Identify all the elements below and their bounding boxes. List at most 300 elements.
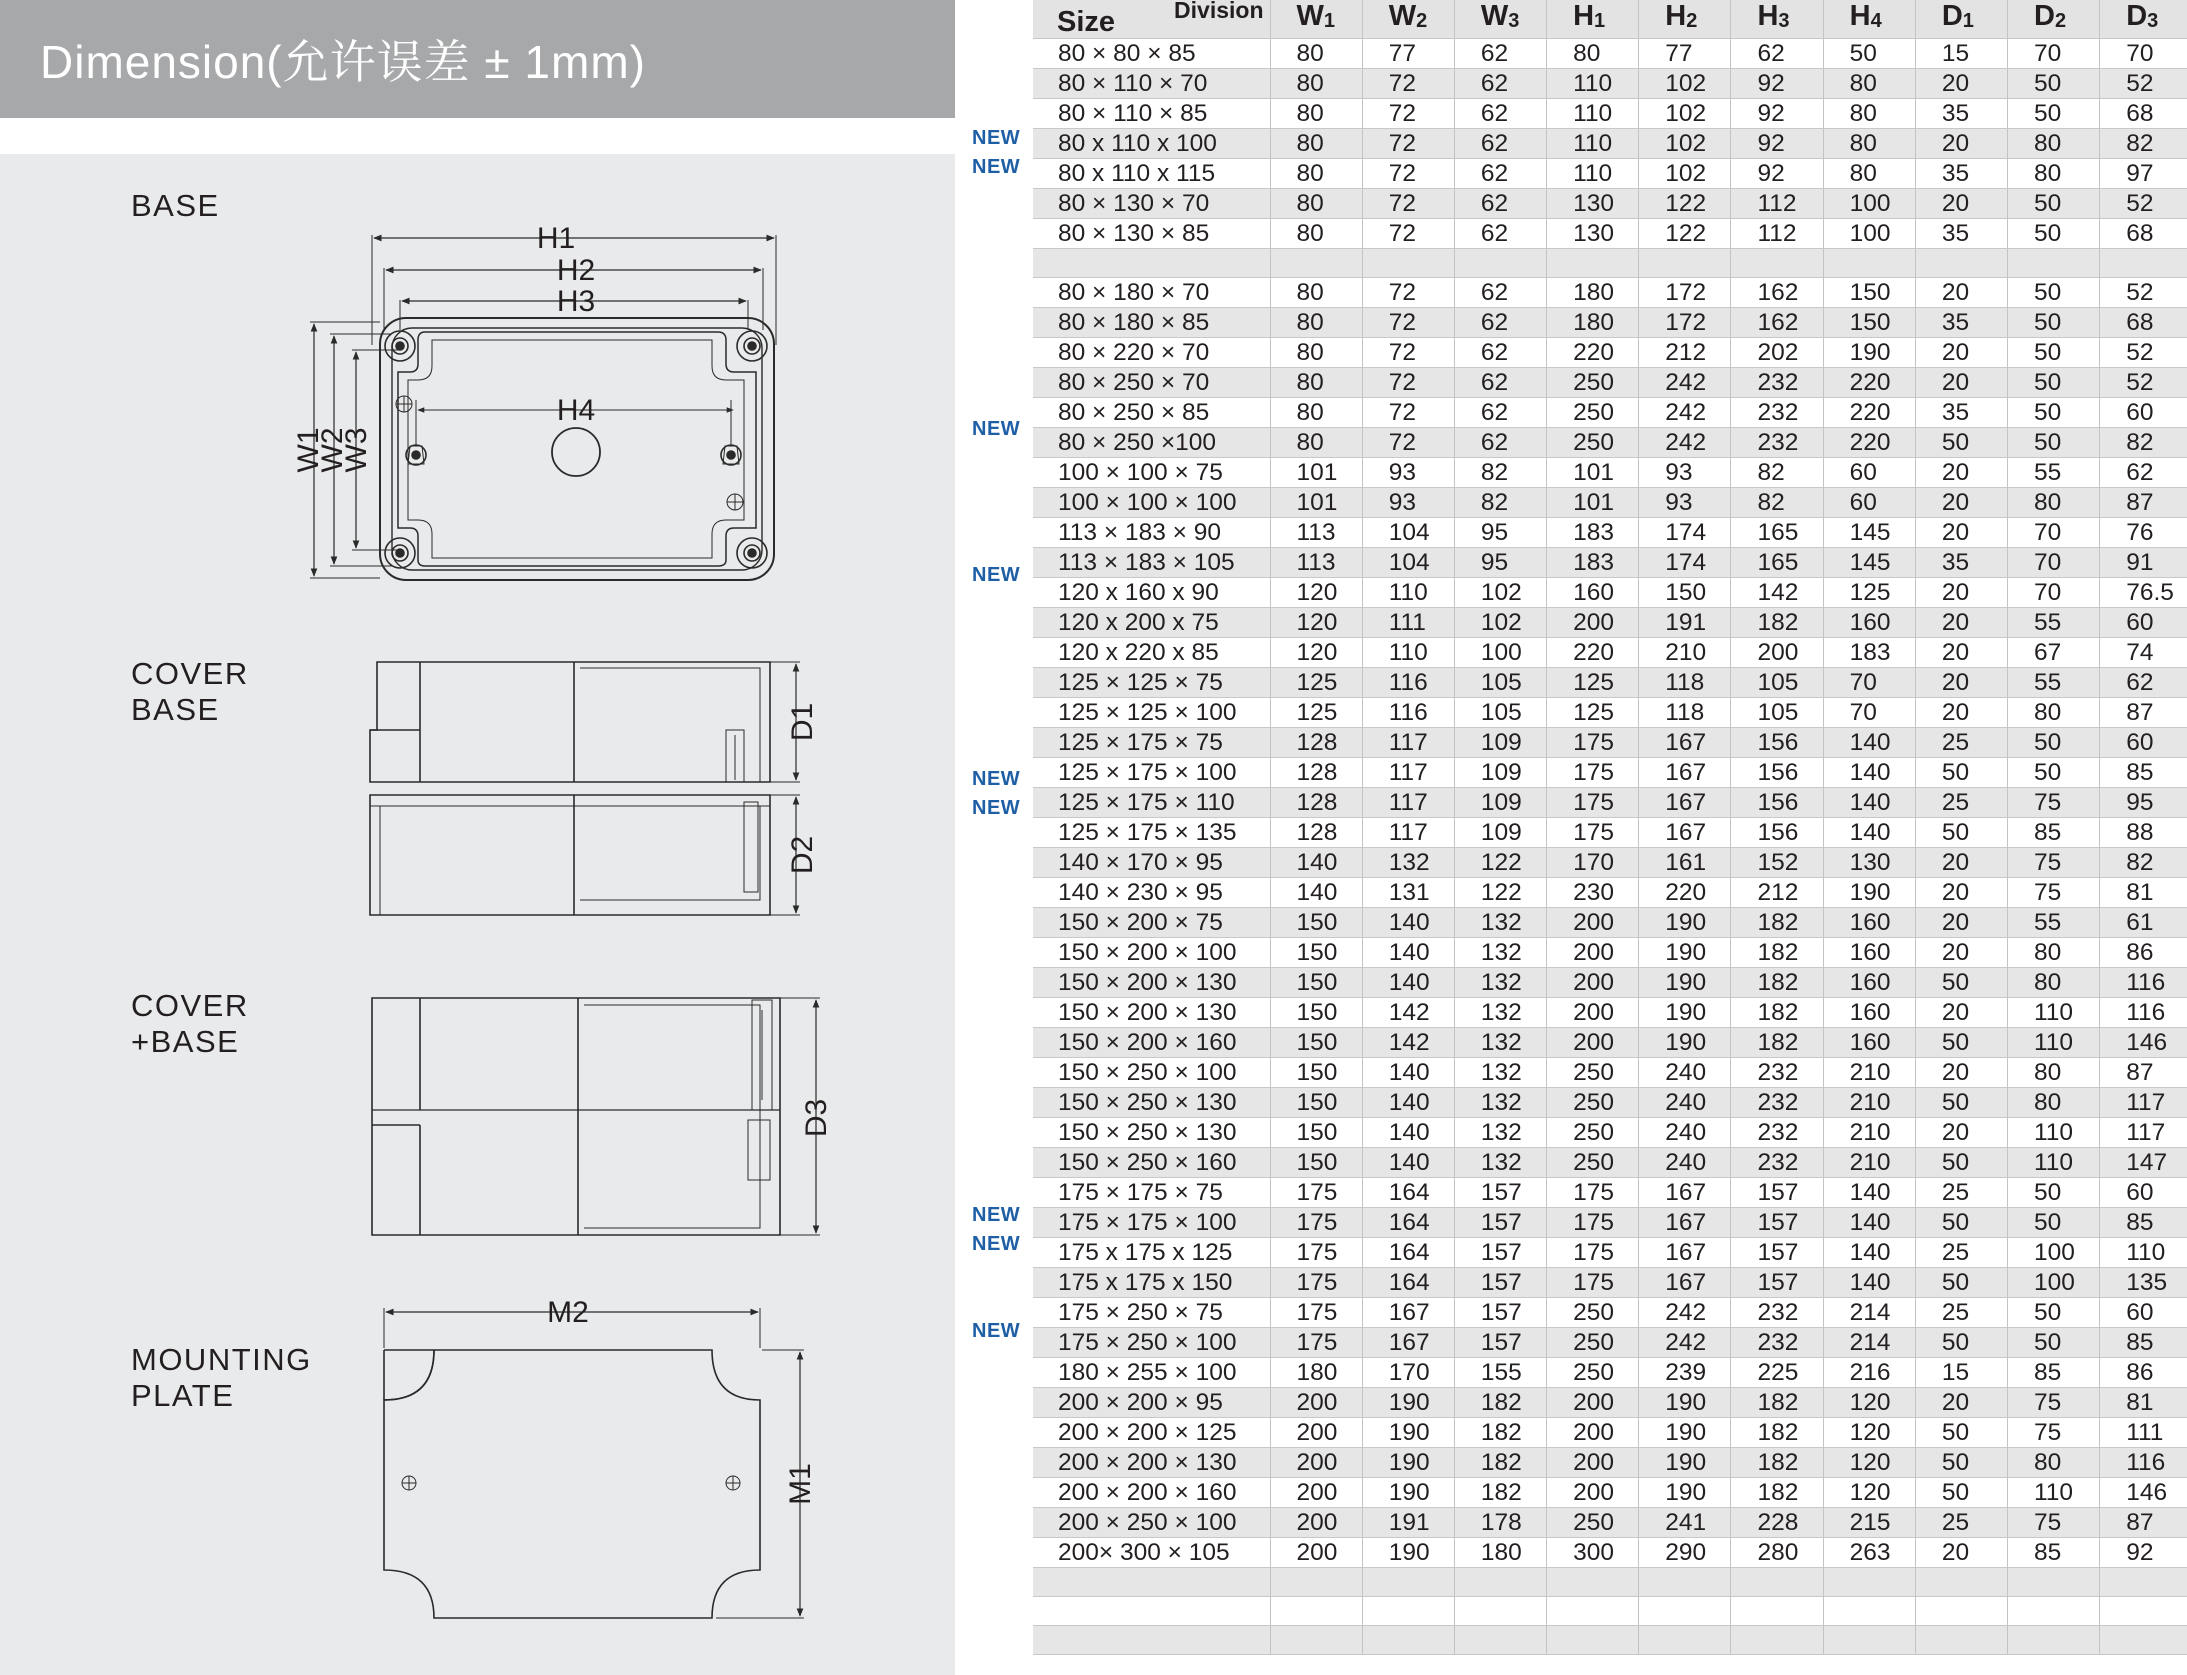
- value-cell-d2: 50: [2008, 727, 2100, 757]
- table-row: [1033, 937, 2187, 967]
- size-cell: 175 x 175 x 150: [1033, 1267, 1270, 1297]
- value-cell-w1: 200: [1270, 1507, 1362, 1537]
- table-row: [1033, 1327, 2187, 1357]
- value-cell-h3: 157: [1731, 1237, 1823, 1267]
- value-cell-h4: 160: [1823, 1027, 1915, 1057]
- value-cell-w2: 117: [1362, 787, 1454, 817]
- value-cell-h4: 140: [1823, 1237, 1915, 1267]
- value-cell-d3: 60: [2100, 727, 2187, 757]
- size-cell: 150 × 250 × 130: [1033, 1087, 1270, 1117]
- value-cell-h4: 145: [1823, 517, 1915, 547]
- value-cell-d3: 82: [2100, 427, 2187, 457]
- value-cell-h2: [1639, 1625, 1731, 1654]
- value-cell-d3: 68: [2100, 307, 2187, 337]
- value-cell-d2: 85: [2008, 1357, 2100, 1387]
- value-cell-d1: 50: [1915, 817, 2007, 847]
- table-row: [1033, 38, 2187, 68]
- value-cell-w2: 164: [1362, 1267, 1454, 1297]
- value-cell-h1: 250: [1547, 367, 1639, 397]
- value-cell-d3: 60: [2100, 397, 2187, 427]
- value-cell-w2: [1362, 1596, 1454, 1625]
- cover-plus-base-side-view-drawing: [372, 998, 820, 1235]
- value-cell-d3: 116: [2100, 967, 2187, 997]
- value-cell-h4: 125: [1823, 577, 1915, 607]
- value-cell-d1: 25: [1915, 1297, 2007, 1327]
- value-cell-h3: [1731, 248, 1823, 277]
- value-cell-h4: [1823, 1625, 1915, 1654]
- value-cell-d1: 25: [1915, 727, 2007, 757]
- size-cell: 100 × 100 × 100: [1033, 487, 1270, 517]
- value-cell-d3: 116: [2100, 997, 2187, 1027]
- value-cell-d3: 82: [2100, 847, 2187, 877]
- value-cell-d2: 80: [2008, 158, 2100, 188]
- value-cell-d1: 20: [1915, 667, 2007, 697]
- value-cell-h2: 122: [1639, 188, 1731, 218]
- value-cell-h3: 157: [1731, 1207, 1823, 1237]
- value-cell-w2: 116: [1362, 667, 1454, 697]
- value-cell-h3: 232: [1731, 1297, 1823, 1327]
- value-cell-w3: 62: [1454, 427, 1546, 457]
- value-cell-d2: 110: [2008, 1027, 2100, 1057]
- value-cell-d2: 70: [2008, 38, 2100, 68]
- value-cell-h4: 100: [1823, 188, 1915, 218]
- size-cell: 80 × 130 × 70: [1033, 188, 1270, 218]
- value-cell-w2: 164: [1362, 1237, 1454, 1267]
- value-cell-w3: [1454, 248, 1546, 277]
- column-header-w3: [1454, 0, 1546, 38]
- value-cell-d3: 97: [2100, 158, 2187, 188]
- new-badge: NEW: [972, 1204, 1021, 1226]
- table-row: [1033, 637, 2187, 667]
- value-cell-h1: 130: [1547, 218, 1639, 248]
- value-cell-w1: 80: [1270, 38, 1362, 68]
- value-cell-d3: 95: [2100, 787, 2187, 817]
- value-cell-w3: 122: [1454, 877, 1546, 907]
- value-cell-w1: 125: [1270, 667, 1362, 697]
- value-cell-w3: 62: [1454, 367, 1546, 397]
- value-cell-d1: 20: [1915, 367, 2007, 397]
- value-cell-d1: 50: [1915, 1327, 2007, 1357]
- table-row: [1033, 487, 2187, 517]
- new-badge: NEW: [972, 563, 1021, 586]
- value-cell-d2: 70: [2008, 517, 2100, 547]
- table-row: [1033, 128, 2187, 158]
- value-cell-d2: 50: [2008, 337, 2100, 367]
- value-cell-h3: 182: [1731, 1477, 1823, 1507]
- value-cell-w3: [1454, 1625, 1546, 1654]
- table-row: [1033, 1417, 2187, 1447]
- value-cell-h1: 110: [1547, 158, 1639, 188]
- value-cell-h1: 175: [1547, 787, 1639, 817]
- value-cell-d3: 146: [2100, 1477, 2187, 1507]
- column-header-letter: H: [1573, 0, 1595, 32]
- value-cell-w2: 131: [1362, 877, 1454, 907]
- value-cell-w3: [1454, 1567, 1546, 1596]
- table-row: [1033, 817, 2187, 847]
- value-cell-h1: 300: [1547, 1537, 1639, 1567]
- value-cell-d1: 25: [1915, 1507, 2007, 1537]
- value-cell-h1: [1547, 1596, 1639, 1625]
- value-cell-h4: 145: [1823, 547, 1915, 577]
- value-cell-d1: 20: [1915, 877, 2007, 907]
- value-cell-w2: 72: [1362, 158, 1454, 188]
- value-cell-w2: 132: [1362, 847, 1454, 877]
- value-cell-w3: 182: [1454, 1387, 1546, 1417]
- value-cell-w3: 62: [1454, 337, 1546, 367]
- value-cell-d2: 85: [2008, 1537, 2100, 1567]
- size-cell: 150 × 250 × 100: [1033, 1057, 1270, 1087]
- value-cell-h4: 210: [1823, 1117, 1915, 1147]
- value-cell-d1: 35: [1915, 158, 2007, 188]
- value-cell-h3: 232: [1731, 1147, 1823, 1177]
- value-cell-h1: 250: [1547, 1117, 1639, 1147]
- size-cell: 125 × 175 × 110: [1033, 787, 1270, 817]
- value-cell-h2: 240: [1639, 1087, 1731, 1117]
- value-cell-w1: 80: [1270, 277, 1362, 307]
- value-cell-w1: 101: [1270, 487, 1362, 517]
- value-cell-w2: 77: [1362, 38, 1454, 68]
- value-cell-h4: [1823, 248, 1915, 277]
- value-cell-h4: 160: [1823, 937, 1915, 967]
- column-header-letter: H: [1665, 0, 1687, 32]
- value-cell-w3: 132: [1454, 1027, 1546, 1057]
- value-cell-h4: 80: [1823, 98, 1915, 128]
- value-cell-d3: 52: [2100, 337, 2187, 367]
- value-cell-h1: 250: [1547, 427, 1639, 457]
- value-cell-h2: 190: [1639, 1417, 1731, 1447]
- column-header-letter: W: [1296, 0, 1324, 32]
- value-cell-d3: 52: [2100, 188, 2187, 218]
- cover-base-side-view-drawing: [370, 662, 800, 915]
- mounting-plate-drawing: [384, 1308, 804, 1618]
- size-cell: [1033, 1625, 1270, 1654]
- dim-label-d2: D2: [786, 835, 819, 875]
- section-label-line: +BASE: [131, 1024, 240, 1059]
- value-cell-h2: 161: [1639, 847, 1731, 877]
- value-cell-h4: 140: [1823, 1207, 1915, 1237]
- table-row: [1033, 337, 2187, 367]
- table-row: [1033, 1507, 2187, 1537]
- value-cell-d3: 60: [2100, 1177, 2187, 1207]
- size-cell: 180 × 255 × 100: [1033, 1357, 1270, 1387]
- value-cell-w2: 110: [1362, 637, 1454, 667]
- value-cell-w3: 182: [1454, 1447, 1546, 1477]
- value-cell-w3: 157: [1454, 1177, 1546, 1207]
- value-cell-h4: 80: [1823, 158, 1915, 188]
- table-row: [1033, 1357, 2187, 1387]
- value-cell-h4: 70: [1823, 667, 1915, 697]
- value-cell-d3: 82: [2100, 128, 2187, 158]
- value-cell-h1: 200: [1547, 1027, 1639, 1057]
- value-cell-h2: 167: [1639, 727, 1731, 757]
- dim-label-w2: W2: [316, 427, 349, 473]
- value-cell-w3: 109: [1454, 727, 1546, 757]
- value-cell-w2: 111: [1362, 607, 1454, 637]
- value-cell-h3: 156: [1731, 817, 1823, 847]
- dim-label-h1: H1: [536, 222, 576, 255]
- value-cell-w1: 150: [1270, 1147, 1362, 1177]
- table-row: [1033, 248, 2187, 277]
- value-cell-h2: 167: [1639, 787, 1731, 817]
- value-cell-d2: 75: [2008, 787, 2100, 817]
- size-cell: [1033, 1567, 1270, 1596]
- value-cell-w2: 72: [1362, 98, 1454, 128]
- value-cell-h4: 70: [1823, 697, 1915, 727]
- value-cell-h3: 105: [1731, 667, 1823, 697]
- value-cell-h4: 60: [1823, 457, 1915, 487]
- value-cell-d1: 50: [1915, 757, 2007, 787]
- size-cell: 80 × 180 × 85: [1033, 307, 1270, 337]
- value-cell-w1: 128: [1270, 757, 1362, 787]
- value-cell-d2: 55: [2008, 457, 2100, 487]
- value-cell-d3: [2100, 1567, 2187, 1596]
- value-cell-w1: 80: [1270, 367, 1362, 397]
- value-cell-d2: 110: [2008, 1147, 2100, 1177]
- dim-label-h4: H4: [556, 394, 596, 427]
- value-cell-w1: 80: [1270, 307, 1362, 337]
- value-cell-w3: 62: [1454, 68, 1546, 98]
- value-cell-w2: 164: [1362, 1207, 1454, 1237]
- value-cell-d3: 146: [2100, 1027, 2187, 1057]
- value-cell-w1: 80: [1270, 68, 1362, 98]
- value-cell-d1: 20: [1915, 1057, 2007, 1087]
- value-cell-h1: 170: [1547, 847, 1639, 877]
- value-cell-w2: 117: [1362, 727, 1454, 757]
- value-cell-h3: 232: [1731, 1117, 1823, 1147]
- column-header-index: 4: [1870, 9, 1882, 32]
- value-cell-h1: 250: [1547, 1327, 1639, 1357]
- value-cell-d1: 50: [1915, 967, 2007, 997]
- table-row: [1033, 667, 2187, 697]
- column-header-d2: [2008, 0, 2100, 38]
- value-cell-h1: 250: [1547, 1057, 1639, 1087]
- value-cell-h3: 182: [1731, 1387, 1823, 1417]
- value-cell-w3: 95: [1454, 547, 1546, 577]
- value-cell-h2: 102: [1639, 68, 1731, 98]
- value-cell-d2: 50: [2008, 188, 2100, 218]
- size-cell: 100 × 100 × 75: [1033, 457, 1270, 487]
- value-cell-d1: 50: [1915, 1027, 2007, 1057]
- value-cell-w1: [1270, 1596, 1362, 1625]
- value-cell-d2: 80: [2008, 487, 2100, 517]
- column-header-index: 3: [1778, 9, 1790, 32]
- value-cell-h2: 93: [1639, 457, 1731, 487]
- value-cell-w1: 80: [1270, 337, 1362, 367]
- value-cell-w2: 190: [1362, 1417, 1454, 1447]
- value-cell-h4: 130: [1823, 847, 1915, 877]
- value-cell-w1: 150: [1270, 907, 1362, 937]
- value-cell-h1: 230: [1547, 877, 1639, 907]
- value-cell-d2: 50: [2008, 757, 2100, 787]
- value-cell-h2: 210: [1639, 637, 1731, 667]
- value-cell-w1: 80: [1270, 218, 1362, 248]
- table-row: [1033, 787, 2187, 817]
- value-cell-d3: 111: [2100, 1417, 2187, 1447]
- value-cell-h2: 220: [1639, 877, 1731, 907]
- value-cell-h2: 190: [1639, 1387, 1731, 1417]
- value-cell-d1: 20: [1915, 487, 2007, 517]
- value-cell-h2: 240: [1639, 1117, 1731, 1147]
- value-cell-h4: 160: [1823, 607, 1915, 637]
- value-cell-d3: 86: [2100, 937, 2187, 967]
- value-cell-h3: 157: [1731, 1267, 1823, 1297]
- value-cell-w3: 62: [1454, 397, 1546, 427]
- value-cell-h4: 263: [1823, 1537, 1915, 1567]
- value-cell-d3: [2100, 1625, 2187, 1654]
- value-cell-d3: 87: [2100, 487, 2187, 517]
- table-row: [1033, 1297, 2187, 1327]
- size-cell: 80 x 110 x 100: [1033, 128, 1270, 158]
- value-cell-w1: 80: [1270, 98, 1362, 128]
- value-cell-h2: [1639, 1596, 1731, 1625]
- dim-label-w3: W3: [340, 427, 373, 473]
- value-cell-h3: 202: [1731, 337, 1823, 367]
- table-row: [1033, 997, 2187, 1027]
- value-cell-h1: 200: [1547, 937, 1639, 967]
- size-header: Size: [1057, 5, 1116, 38]
- dimension-table: [1033, 0, 2187, 1655]
- value-cell-w2: 140: [1362, 937, 1454, 967]
- dim-label-h3: H3: [556, 285, 596, 318]
- value-cell-d1: 25: [1915, 1177, 2007, 1207]
- value-cell-d2: 50: [2008, 68, 2100, 98]
- value-cell-w2: 72: [1362, 218, 1454, 248]
- value-cell-h3: 92: [1731, 158, 1823, 188]
- value-cell-h2: 174: [1639, 517, 1731, 547]
- value-cell-d2: 70: [2008, 577, 2100, 607]
- value-cell-w2: 93: [1362, 487, 1454, 517]
- size-cell: 80 x 110 x 115: [1033, 158, 1270, 188]
- value-cell-h3: 112: [1731, 218, 1823, 248]
- value-cell-h4: 150: [1823, 277, 1915, 307]
- value-cell-w2: 72: [1362, 307, 1454, 337]
- value-cell-h3: 200: [1731, 637, 1823, 667]
- value-cell-h2: 118: [1639, 667, 1731, 697]
- value-cell-d3: [2100, 1596, 2187, 1625]
- value-cell-d3: [2100, 248, 2187, 277]
- value-cell-h1: 101: [1547, 487, 1639, 517]
- value-cell-h1: 160: [1547, 577, 1639, 607]
- value-cell-w2: 140: [1362, 967, 1454, 997]
- value-cell-w1: 120: [1270, 637, 1362, 667]
- value-cell-h4: 120: [1823, 1417, 1915, 1447]
- value-cell-d3: 91: [2100, 547, 2187, 577]
- value-cell-d1: 50: [1915, 1147, 2007, 1177]
- value-cell-w2: 190: [1362, 1447, 1454, 1477]
- value-cell-d2: 50: [2008, 1297, 2100, 1327]
- value-cell-w2: 170: [1362, 1357, 1454, 1387]
- value-cell-w2: 140: [1362, 1057, 1454, 1087]
- value-cell-w3: 82: [1454, 487, 1546, 517]
- value-cell-h3: 182: [1731, 997, 1823, 1027]
- value-cell-w1: 200: [1270, 1537, 1362, 1567]
- value-cell-w1: 175: [1270, 1297, 1362, 1327]
- value-cell-h3: 152: [1731, 847, 1823, 877]
- value-cell-h2: 190: [1639, 1477, 1731, 1507]
- value-cell-d2: 75: [2008, 847, 2100, 877]
- value-cell-h2: 172: [1639, 307, 1731, 337]
- size-cell: 175 × 175 × 75: [1033, 1177, 1270, 1207]
- table-row: [1033, 457, 2187, 487]
- value-cell-h1: 183: [1547, 547, 1639, 577]
- value-cell-h2: 190: [1639, 1027, 1731, 1057]
- column-header-w2: [1362, 0, 1454, 38]
- value-cell-h3: 182: [1731, 1447, 1823, 1477]
- value-cell-h4: 210: [1823, 1087, 1915, 1117]
- value-cell-h2: 241: [1639, 1507, 1731, 1537]
- value-cell-w1: 150: [1270, 1117, 1362, 1147]
- value-cell-h3: 182: [1731, 967, 1823, 997]
- value-cell-h3: 82: [1731, 487, 1823, 517]
- value-cell-d2: 50: [2008, 1327, 2100, 1357]
- value-cell-d3: 86: [2100, 1357, 2187, 1387]
- size-division-header: [1033, 0, 1270, 38]
- value-cell-h4: 160: [1823, 907, 1915, 937]
- value-cell-h4: 60: [1823, 487, 1915, 517]
- size-cell: 80 × 250 × 85: [1033, 397, 1270, 427]
- value-cell-w3: 157: [1454, 1207, 1546, 1237]
- value-cell-h3: 232: [1731, 1087, 1823, 1117]
- value-cell-h2: 240: [1639, 1147, 1731, 1177]
- dim-label-h2: H2: [556, 254, 596, 287]
- value-cell-h4: 150: [1823, 307, 1915, 337]
- value-cell-h1: [1547, 1567, 1639, 1596]
- value-cell-w2: 167: [1362, 1327, 1454, 1357]
- value-cell-w1: 120: [1270, 607, 1362, 637]
- size-cell: 200 × 200 × 160: [1033, 1477, 1270, 1507]
- value-cell-h1: 175: [1547, 1267, 1639, 1297]
- value-cell-w2: 72: [1362, 397, 1454, 427]
- value-cell-d1: 20: [1915, 637, 2007, 667]
- value-cell-w1: 113: [1270, 517, 1362, 547]
- size-cell: 80 × 80 × 85: [1033, 38, 1270, 68]
- value-cell-d3: 92: [2100, 1537, 2187, 1567]
- value-cell-h1: [1547, 1625, 1639, 1654]
- value-cell-h1: 200: [1547, 1447, 1639, 1477]
- table-row: [1033, 1447, 2187, 1477]
- value-cell-h2: 122: [1639, 218, 1731, 248]
- value-cell-w1: 175: [1270, 1327, 1362, 1357]
- table-row: [1033, 1267, 2187, 1297]
- value-cell-w1: 80: [1270, 427, 1362, 457]
- value-cell-w1: 101: [1270, 457, 1362, 487]
- size-cell: 175 x 175 x 125: [1033, 1237, 1270, 1267]
- value-cell-h2: 150: [1639, 577, 1731, 607]
- value-cell-w3: 100: [1454, 637, 1546, 667]
- table-row: [1033, 967, 2187, 997]
- value-cell-h2: 190: [1639, 937, 1731, 967]
- value-cell-h3: 156: [1731, 727, 1823, 757]
- value-cell-h3: 182: [1731, 607, 1823, 637]
- value-cell-w1: [1270, 1625, 1362, 1654]
- value-cell-d2: 50: [2008, 277, 2100, 307]
- dim-label-m1: M1: [784, 1463, 817, 1505]
- value-cell-h3: [1731, 1567, 1823, 1596]
- column-header-index: 3: [2147, 9, 2159, 32]
- value-cell-d1: 20: [1915, 697, 2007, 727]
- value-cell-d3: 52: [2100, 68, 2187, 98]
- value-cell-d1: 20: [1915, 607, 2007, 637]
- value-cell-w2: 116: [1362, 697, 1454, 727]
- value-cell-h3: 156: [1731, 757, 1823, 787]
- value-cell-d3: 117: [2100, 1087, 2187, 1117]
- value-cell-d1: 15: [1915, 1357, 2007, 1387]
- value-cell-h3: 156: [1731, 787, 1823, 817]
- value-cell-d2: 80: [2008, 967, 2100, 997]
- table-row: [1033, 1387, 2187, 1417]
- value-cell-h2: 190: [1639, 1447, 1731, 1477]
- value-cell-d2: 100: [2008, 1237, 2100, 1267]
